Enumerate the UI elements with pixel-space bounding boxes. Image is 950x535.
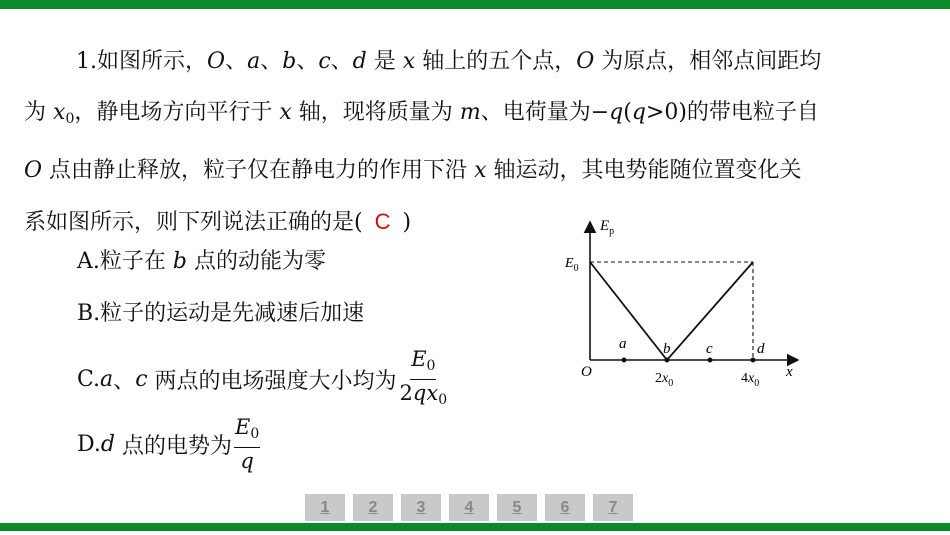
page-button-5[interactable]: 5 — [497, 494, 537, 521]
bottom-accent-bar — [0, 523, 950, 531]
potential-energy-graph — [560, 210, 810, 395]
option-d: D. d 点的电势为 $\frac{E_0}{q}$ — [77, 415, 260, 473]
page-button-3[interactable]: 3 — [401, 494, 441, 521]
question-line-1: 1.如图所示，O、a、b、c、d 是 x 轴上的五个点，O 为原点，相邻点间距均 — [76, 49, 822, 74]
y-tick-e0: $E_0$ — [565, 256, 579, 274]
option-c: C. a 、 c 两点的电场强度大小均为 $\frac{E_0}{2qx_0}$ — [77, 346, 448, 413]
point-a-marker — [622, 358, 627, 363]
point-d-label: d — [757, 341, 765, 357]
x-tick-2x0: $2x_0$ — [655, 371, 674, 389]
page-button-6[interactable]: 6 — [545, 494, 585, 521]
point-b-marker — [665, 358, 670, 363]
point-d-marker — [751, 358, 756, 363]
origin-label: O — [581, 364, 592, 380]
point-a-label: a — [619, 336, 627, 352]
option-a: A.粒子在 b 点的动能为零 — [77, 249, 326, 274]
potential-energy-curve — [590, 262, 753, 360]
page-button-4[interactable]: 4 — [449, 494, 489, 521]
option-b: B.粒子的运动是先减速后加速 — [77, 301, 365, 326]
page-button-7[interactable]: 7 — [593, 494, 633, 521]
point-c-label: c — [706, 341, 713, 357]
question-line-3: O 点由静止释放，粒子仅在静电力的作用下沿 x 轴运动，其电势能随位置变化关 — [24, 158, 802, 183]
point-c-marker — [708, 358, 713, 363]
question-line-2: 为 $x_0$，静电场方向平行于 x 轴，现将质量为 m、电荷量为−q(q>0)的带电粒子自 — [24, 100, 819, 127]
x-axis-label: x — [786, 364, 793, 380]
fraction-e0-over-2qx0: $\frac{E_0}{2qx_0}$ — [399, 347, 448, 408]
top-accent-bar — [0, 0, 950, 9]
answer-choice: C — [374, 209, 391, 234]
y-axis-label: $E_p$ — [600, 218, 615, 237]
page-button-1[interactable]: 1 — [305, 494, 345, 521]
page-navigation — [305, 494, 633, 521]
point-b-label: b — [663, 341, 671, 357]
fraction-e0-over-q: $\frac{E_0}{q}$ — [234, 415, 260, 473]
page-button-2[interactable]: 2 — [353, 494, 393, 521]
x-tick-4x0: $4x_0$ — [741, 371, 760, 389]
question-line-4: 系如图所示，则下列说法正确的是( C ) — [24, 209, 412, 235]
